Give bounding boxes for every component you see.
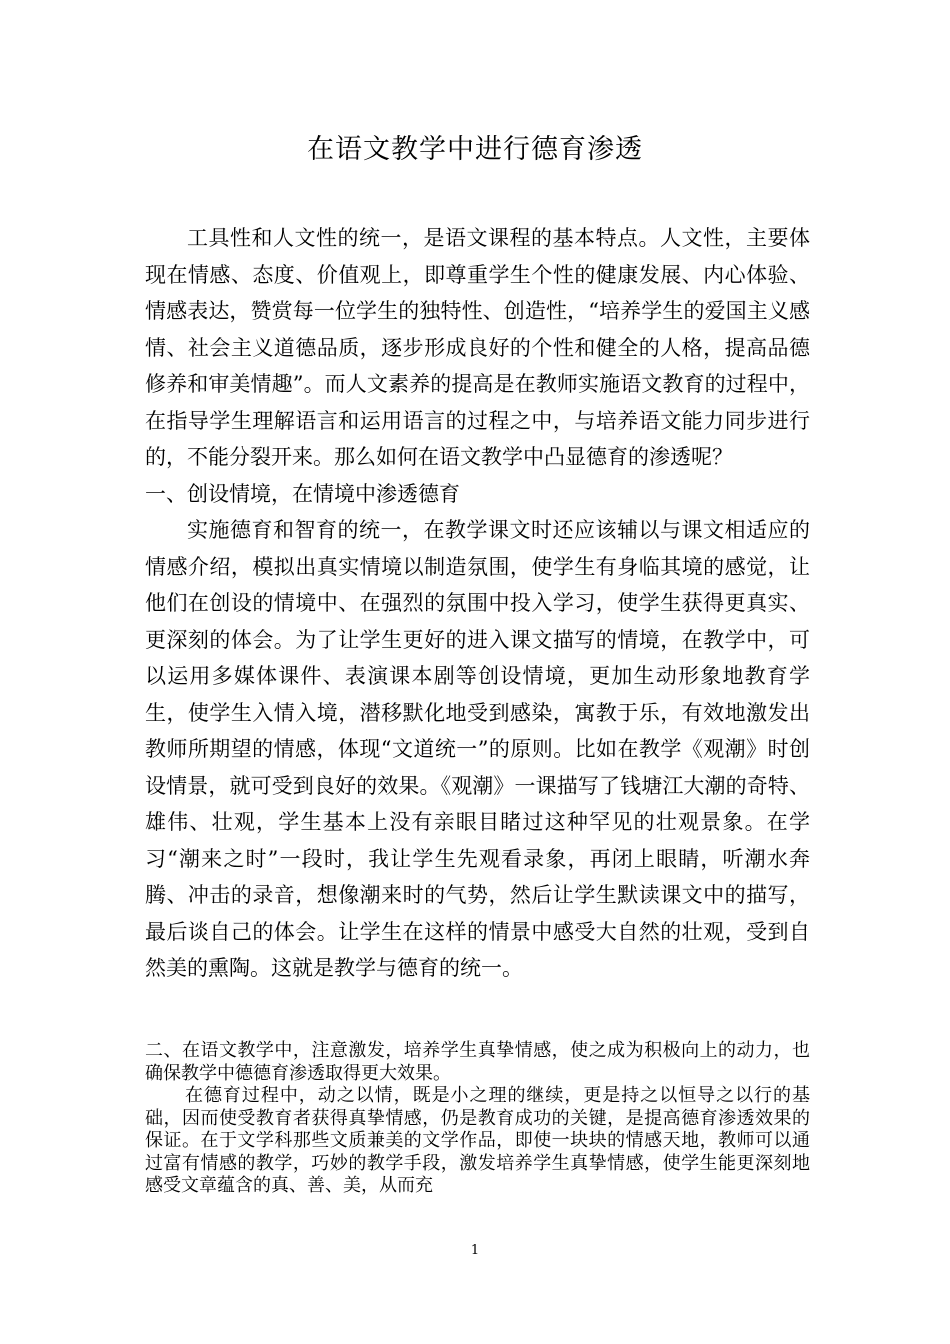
page-number: 1: [470, 1243, 480, 1258]
section-heading-2: 二、在语文教学中，注意激发，培养学生真挚情感，使之成为积极向上的动力，也确保教学中德德育渗透取得更大效果。: [145, 1040, 810, 1084]
section-2-paragraph: 在德育过程中，动之以情，既是小之理的继续，更是持之以恒导之以行的基础，因而使受教育者获得真挚情感，仍是教育成功的关键，是提高德育渗透效果的保证。在于文学科那些文质兼美的文学作品，即使一块块的情感天地，教师可以通过富有情感的教学，巧妙的教学手段，激发培养学生真挚情感，使学生能更深刻地感受文章蕴含的真、善、美，从而充: [145, 1085, 810, 1196]
body-text-continued: [145, 1040, 810, 1198]
section-heading-1: 一、创设情境，在情境中渗透德育: [145, 481, 460, 506]
section-1-paragraph: 实施德育和智育的统一，在教学课文时还应该辅以与课文相适应的情感介绍，模拟出真实情境以制造氛围，使学生有身临其境的感觉，让他们在创设的情境中、在强烈的氛围中投入学习，使学生获得更真实、更深刻的体会。为了让学生更好的进入课文描写的情境，在教学中，可以运用多媒体课件、表演课本剧等创设情境，更加生动形象地教育学生，使学生入情入境，潜移默化地受到感染，寓教于乐，有效地激发出教师所期望的情感，体现“文道统一”的原则。比如在教学《观潮》时创设情景，就可受到良好的效果。《观潮》一课描写了钱塘江大潮的奇特、雄伟、壮观，学生基本上没有亲眼目睹过这种罕见的壮观景象。在学习“潮来之时”一段时，我让学生先观看录象，再闭上眼睛，听潮水奔腾、冲击的录音，想像潮来时的气势，然后让学生默读课文中的描写，最后谈自己的体会。让学生在这样的情景中感受大自然的壮观，受到自然美的熏陶。这就是教学与德育的统一。: [145, 518, 810, 980]
intro-paragraph: 工具性和人文性的统一，是语文课程的基本特点。人文性，主要体现在情感、态度、价值观上，即尊重学生个性的健康发展、内心体验、情感表达，赞赏每一位学生的独特性、创造性，“培养学生的爱国主义感情、社会主义道德品质，逐步形成良好的个性和健全的人格，提高品德修养和审美情趣”。而人文素养的提高是在教师实施语文教育的过程中，在指导学生理解语言和运用语言的过程之中，与培养语文能力同步进行的，不能分裂开来。那么如何在语文教学中凸显德育的渗透呢？: [145, 226, 810, 469]
document-title: 在语文教学中进行德育渗透: [307, 134, 643, 165]
body-text-main: [145, 220, 810, 987]
